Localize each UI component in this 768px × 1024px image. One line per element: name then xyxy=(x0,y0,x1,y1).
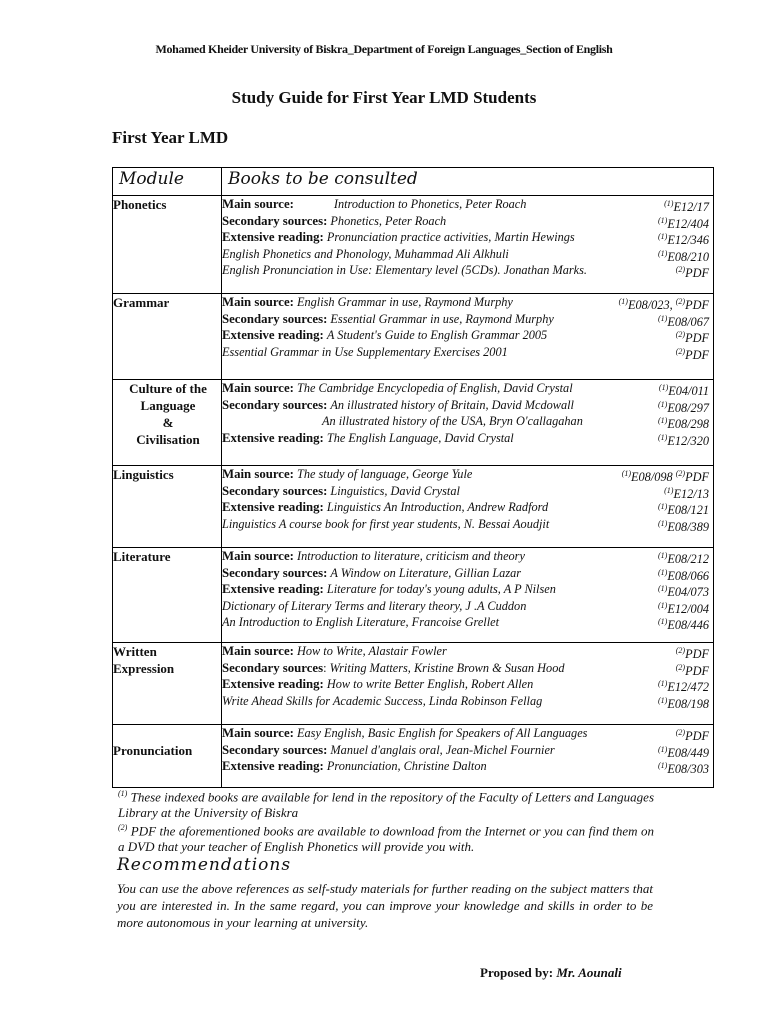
reference-code: E08/023, xyxy=(627,298,673,313)
reference-code: PDF xyxy=(685,729,709,744)
source-type-label: Main source: xyxy=(222,381,294,395)
proposed-by xyxy=(480,965,622,981)
reference-code: PDF xyxy=(685,347,709,362)
proposed-by-label: Proposed by: xyxy=(480,965,554,980)
book-entry xyxy=(222,598,713,615)
books-list xyxy=(222,380,714,466)
module-name xyxy=(113,643,222,725)
availability-marker: (1) xyxy=(658,617,668,626)
footnote-2 xyxy=(118,820,654,855)
source-type-label: Secondary sources: xyxy=(222,311,328,326)
reference-code: E08/121 xyxy=(667,503,709,518)
source-type-label: Extensive reading: xyxy=(222,677,324,691)
availability-marker: (1) xyxy=(658,383,669,392)
proposed-by-name: Mr. Aounali xyxy=(556,965,622,980)
module-name: Grammar xyxy=(113,294,222,380)
footnote-1 xyxy=(118,786,654,821)
availability-marker: (1) xyxy=(658,215,668,225)
reference-code: E12/004 xyxy=(667,601,709,616)
table-row xyxy=(113,548,714,643)
availability-marker: (1) xyxy=(658,248,668,258)
book-entry xyxy=(222,499,713,516)
book-title: Phonetics, Peter Roach xyxy=(330,213,447,228)
reference-code: PDF xyxy=(685,266,709,281)
footnote-text: PDF the aforementioned books are available to download from the Internet or you can find them on a DVD that your teacher of English Phonetics will provide you with. xyxy=(118,823,655,855)
university-header: Mohamed Kheider University of Biskra_Department of Foreign Languages_Section of English xyxy=(155,42,613,56)
document-title: Study Guide for First Year LMD Students xyxy=(231,88,537,107)
source-type-label: Main source: xyxy=(222,295,294,309)
availability-marker: (1) xyxy=(664,485,674,495)
book-entry xyxy=(222,614,713,631)
books-list xyxy=(222,196,714,294)
section-subtitle: First Year LMD xyxy=(112,128,229,147)
source-type-label: Extensive reading: xyxy=(222,500,324,514)
source-type-label: Secondary sources xyxy=(222,660,324,675)
reference-code: E08/066 xyxy=(667,568,709,583)
books-table xyxy=(112,167,714,788)
book-title: An illustrated history of the USA, Bryn O'callagahan xyxy=(322,414,583,428)
book-entry xyxy=(222,742,713,759)
module-name: Pronunciation xyxy=(113,725,222,788)
book-title: Pronunciation, Christine Dalton xyxy=(326,759,487,773)
reference-code: E12/346 xyxy=(667,233,709,248)
book-title: A Window on Literature, Gillian Lazar xyxy=(330,565,522,580)
reference-code: E04/011 xyxy=(668,384,709,399)
book-title: English Phonetics and Phonology, Muhammad Ali Alkhuli xyxy=(222,246,509,261)
reference-code: PDF xyxy=(685,298,709,313)
reference-code: E04/073 xyxy=(667,585,709,600)
availability-marker: (2) xyxy=(675,346,686,356)
reference-code: E12/472 xyxy=(667,680,709,695)
availability-marker: (1) xyxy=(658,432,668,442)
library-reference xyxy=(676,344,709,364)
module-name-part: & xyxy=(162,415,174,430)
source-type-label: Extensive reading: xyxy=(222,328,324,342)
footnote-text: These indexed books are available for lend in the repository of the Faculty of Letters and Languages Library at the University of Biskra xyxy=(118,789,654,821)
book-entry xyxy=(222,565,713,582)
table-row xyxy=(113,380,714,466)
table-row xyxy=(113,725,714,788)
availability-marker: (2) xyxy=(675,662,686,672)
availability-marker: (1) xyxy=(658,551,668,560)
book-entry xyxy=(222,196,713,213)
book-title: The English Language, David Crystal xyxy=(326,430,514,445)
footnote-marker: (2) xyxy=(118,823,128,832)
reference-code: E12/17 xyxy=(673,200,709,215)
book-title: A Student's Guide to English Grammar 2005 xyxy=(326,328,548,342)
library-reference xyxy=(676,262,709,282)
book-title: An Introduction to English Literature, Francoise Grellet xyxy=(222,615,499,629)
book-title: Easy English, Basic English for Speakers of All Languages xyxy=(297,726,588,740)
book-entry xyxy=(222,643,713,660)
recommendations-heading: Recommendations xyxy=(117,855,292,875)
availability-marker: (1) xyxy=(658,679,668,688)
module-name: Phonetics xyxy=(113,196,222,294)
book-entry xyxy=(222,483,713,500)
book-title: English Pronunciation in Use: Elementary level (5CDs). Jonathan Marks. xyxy=(222,263,587,277)
book-entry xyxy=(222,660,713,677)
reference-code: E12/13 xyxy=(673,486,709,501)
book-title: English Grammar in use, Raymond Murphy xyxy=(297,295,513,309)
source-type-label: Secondary sources: xyxy=(222,483,328,498)
library-reference xyxy=(658,758,709,778)
book-title: Literature for today's young adults, A P Nilsen xyxy=(326,582,556,596)
availability-marker: (2) xyxy=(675,469,686,478)
book-title: Essential Grammar in use, Raymond Murphy xyxy=(330,311,554,326)
book-title: How to write Better English, Robert Allen xyxy=(326,677,534,691)
book-entry xyxy=(222,213,713,230)
availability-marker: (1) xyxy=(658,518,668,528)
book-entry xyxy=(222,294,713,311)
book-title: Introduction to literature, criticism and theory xyxy=(297,549,525,563)
reference-code: E08/198 xyxy=(667,696,709,711)
availability-marker: (2) xyxy=(675,728,686,737)
book-title: The Cambridge Encyclopedia of English, David Crystal xyxy=(297,381,573,395)
book-entry xyxy=(222,246,713,263)
module-name-part: Civilisation xyxy=(136,432,200,447)
book-entry xyxy=(222,311,713,328)
book-entry xyxy=(222,581,713,598)
books-list xyxy=(222,725,714,788)
library-reference xyxy=(658,516,709,536)
source-type-label: Extensive reading: xyxy=(222,430,324,445)
availability-marker: (2) xyxy=(675,330,686,339)
availability-marker: (1) xyxy=(618,297,628,306)
availability-marker: (1) xyxy=(658,313,668,323)
source-type-label: Main source: xyxy=(222,549,294,563)
module-name xyxy=(113,380,222,466)
label-separator: : xyxy=(323,660,330,675)
book-title: Introduction to Phonetics, Peter Roach xyxy=(333,197,527,211)
reference-code: E08/297 xyxy=(667,400,709,415)
books-list xyxy=(222,294,714,380)
source-type-label: Main source: xyxy=(222,726,294,740)
source-type-label: Secondary sources: xyxy=(222,565,328,580)
table-header-row xyxy=(113,168,714,196)
reference-code: E12/404 xyxy=(667,216,709,231)
reference-code: E08/389 xyxy=(667,519,709,534)
book-title: Linguistics A course book for first year students, N. Bessai Aoudjit xyxy=(222,516,550,531)
availability-marker: (1) xyxy=(658,600,668,610)
source-type-label: Main source: xyxy=(222,644,294,658)
book-entry xyxy=(222,676,713,693)
reference-code: E08/298 xyxy=(667,417,709,432)
module-name-part: Language xyxy=(140,398,196,413)
availability-marker: (1) xyxy=(658,695,668,705)
reference-code: PDF xyxy=(685,470,709,485)
books-list xyxy=(222,466,714,548)
book-entry xyxy=(222,430,713,447)
availability-marker: (1) xyxy=(658,232,668,241)
book-entry xyxy=(222,725,713,742)
book-entry xyxy=(222,693,713,710)
availability-marker: (1) xyxy=(658,416,668,425)
availability-marker: (1) xyxy=(658,584,668,593)
source-type-label: Secondary sources: xyxy=(222,397,328,412)
book-entry xyxy=(222,344,713,361)
table-row xyxy=(113,466,714,548)
source-type-label: Secondary sources: xyxy=(222,742,328,757)
table-row xyxy=(113,294,714,380)
availability-marker: (1) xyxy=(621,469,632,478)
availability-marker: (1) xyxy=(658,567,668,577)
label-gap xyxy=(297,197,334,211)
book-entry xyxy=(222,380,713,397)
books-list xyxy=(222,548,714,643)
availability-marker: (2) xyxy=(675,646,686,655)
book-entry xyxy=(222,327,713,344)
module-name-part: Written xyxy=(113,644,157,659)
availability-marker: (2) xyxy=(675,265,686,274)
source-type-label: Extensive reading: xyxy=(222,230,324,244)
book-entry xyxy=(222,548,713,565)
table-row xyxy=(113,196,714,294)
source-type-label: Extensive reading: xyxy=(222,759,324,773)
book-title: Write Ahead Skills for Academic Success, Linda Robinson Fellag xyxy=(222,693,543,708)
reference-code: PDF xyxy=(685,331,709,346)
books-list xyxy=(222,643,714,725)
reference-code: PDF xyxy=(685,647,709,662)
book-title: Essential Grammar in Use Supplementary Exercises 2001 xyxy=(222,344,508,359)
source-type-label: Extensive reading: xyxy=(222,582,324,596)
book-title: Linguistics, David Crystal xyxy=(330,483,460,498)
book-entry xyxy=(222,262,713,279)
book-title: Manuel d'anglais oral, Jean-Michel Fournier xyxy=(330,742,555,757)
source-type-label: Main source: xyxy=(222,467,294,481)
reference-code: E08/098 xyxy=(631,470,673,485)
module-name-part: Expression xyxy=(113,661,175,676)
book-entry xyxy=(222,413,713,430)
availability-marker: (1) xyxy=(658,761,668,770)
reference-code: E12/320 xyxy=(667,433,709,448)
footnote-marker: (1) xyxy=(118,789,128,798)
availability-marker: (1) xyxy=(658,502,668,511)
availability-marker: (1) xyxy=(658,399,668,409)
book-entry xyxy=(222,229,713,246)
source-type-label: Main source: xyxy=(222,197,294,211)
book-title: An illustrated history of Britain, David Mcdowall xyxy=(330,397,574,412)
table-row xyxy=(113,643,714,725)
book-entry xyxy=(222,397,713,414)
book-title: Writing Matters, Kristine Brown & Susan Hood xyxy=(329,660,565,675)
table-body xyxy=(113,196,714,788)
module-name: Linguistics xyxy=(113,466,222,548)
reference-code: E08/212 xyxy=(667,552,709,567)
reference-code: E08/449 xyxy=(667,745,709,760)
books-column-header: Books to be consulted xyxy=(222,168,714,196)
book-entry xyxy=(222,516,713,533)
module-column-header: Module xyxy=(113,168,222,196)
library-reference xyxy=(658,614,709,634)
book-entry xyxy=(222,758,713,775)
reference-code: E08/067 xyxy=(667,314,709,329)
library-reference xyxy=(658,693,709,713)
book-title: Dictionary of Literary Terms and literary theory, J .A Cuddon xyxy=(222,598,527,613)
module-name-part: Culture of the xyxy=(129,381,207,396)
book-title: The study of language, George Yule xyxy=(297,467,473,481)
module-name: Literature xyxy=(113,548,222,643)
reference-code: E08/210 xyxy=(667,249,709,264)
availability-marker: (1) xyxy=(658,744,668,754)
recommendations-text: You can use the above references as self-study materials for further reading on the subject matters that you are interested in. In the same regard, you can improve your knowledge and skills in order to be more autonomous in your learning at university. xyxy=(117,881,653,930)
source-type-label: Secondary sources: xyxy=(222,213,328,228)
availability-marker: (2) xyxy=(675,297,686,306)
book-title: Pronunciation practice activities, Martin Hewings xyxy=(326,230,575,244)
availability-marker: (1) xyxy=(664,199,674,208)
book-entry xyxy=(222,466,713,483)
reference-code: E08/446 xyxy=(667,618,709,633)
reference-code: E08/303 xyxy=(667,762,709,777)
reference-code: PDF xyxy=(685,663,709,678)
book-title: Linguistics An Introduction, Andrew Radford xyxy=(326,500,549,514)
book-title: How to Write, Alastair Fowler xyxy=(297,644,447,658)
library-reference xyxy=(658,430,709,450)
